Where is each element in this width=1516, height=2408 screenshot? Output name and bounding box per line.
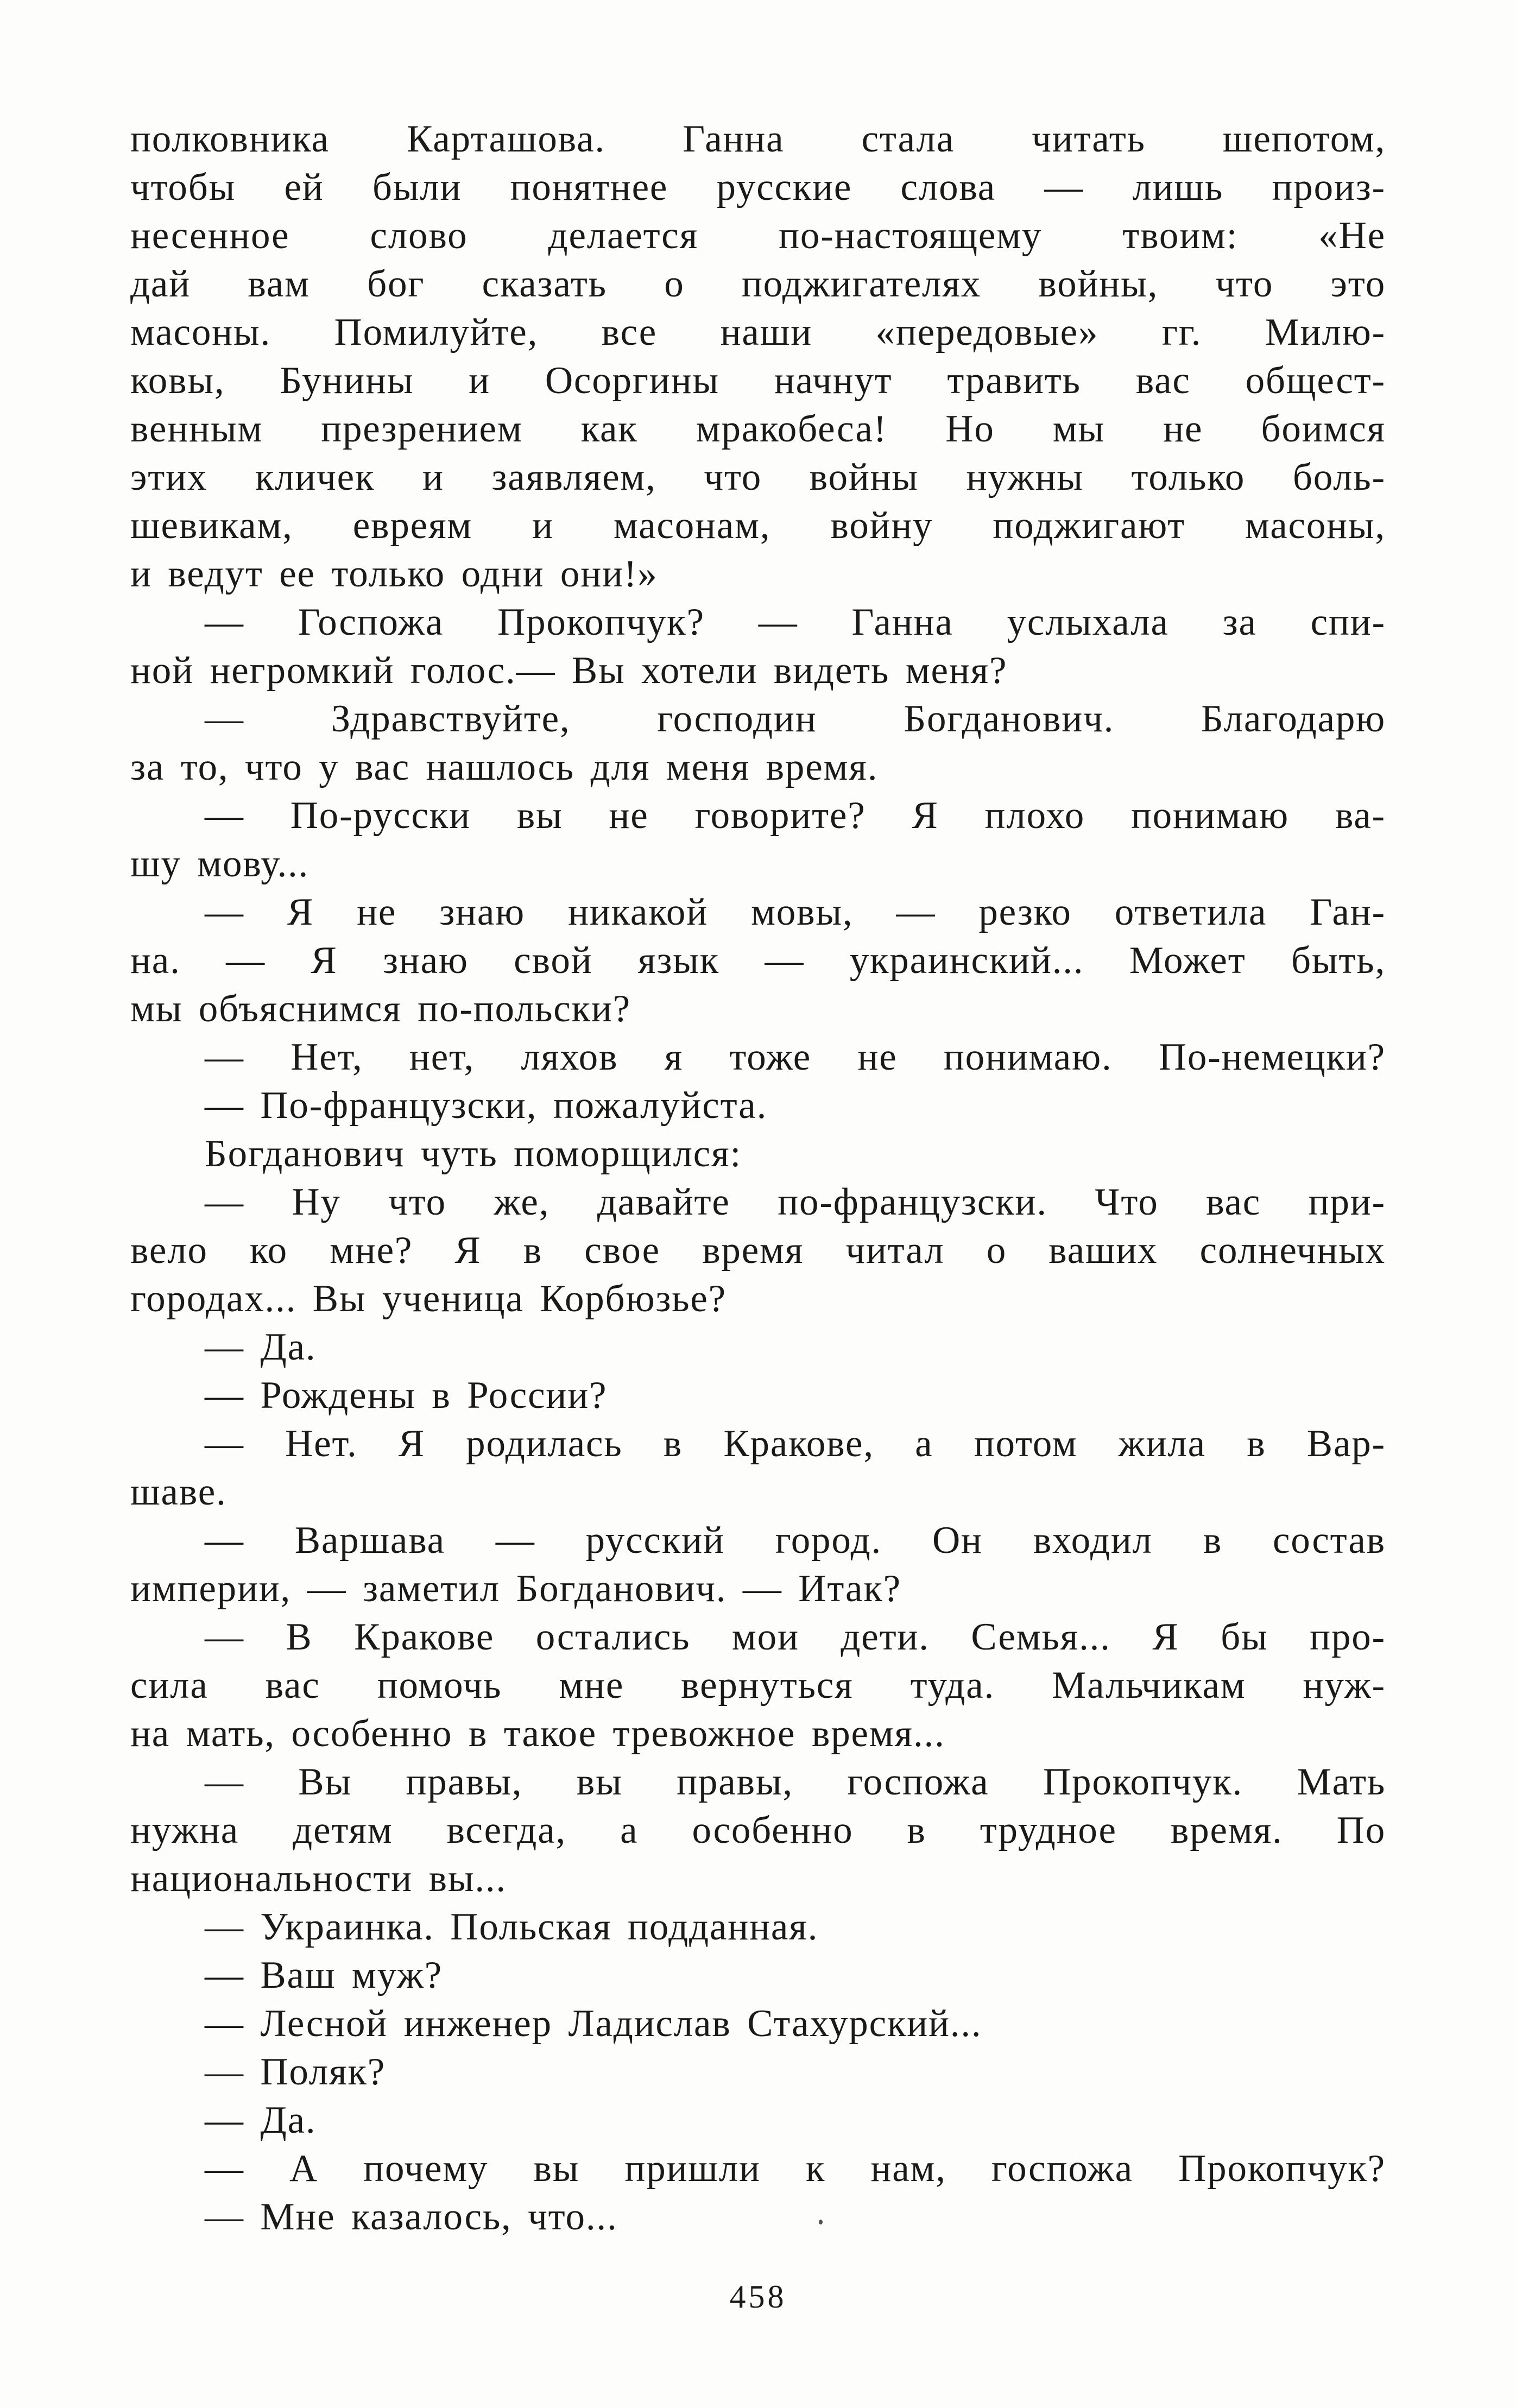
text-line: — Госпожа Прокопчук? — Ганна услыхала за спи- xyxy=(205,601,1386,643)
text-line: — В Кракове остались мои дети. Семья... Я бы про- xyxy=(205,1616,1386,1658)
text-line: нужна детям всегда, а особенно в трудное время. По xyxy=(130,1809,1386,1851)
text-line: этих кличек и заявляем, что войны нужны только боль- xyxy=(130,456,1386,498)
text-line: Богданович чуть поморщился: xyxy=(205,1133,742,1175)
text-line: масоны. Помилуйте, все наши «передовые» гг. Милю- xyxy=(130,311,1386,353)
text-line: шу мову... xyxy=(130,843,309,885)
text-line: на мать, особенно в такое тревожное время... xyxy=(130,1712,945,1755)
text-line: дай вам бог сказать о поджигателях войны, что это xyxy=(130,263,1386,305)
ink-speck xyxy=(819,2220,823,2224)
text-line: городах... Вы ученица Корбюзье? xyxy=(130,1278,727,1320)
text-line: — По-французски, пожалуйста. xyxy=(205,1084,768,1127)
text-line: — Да. xyxy=(205,1326,317,1368)
text-line: — Рождены в России? xyxy=(205,1374,608,1417)
text-line: за то, что у вас нашлось для меня время. xyxy=(130,746,879,788)
text-line: венным презрением как мракобеса! Но мы не боимся xyxy=(130,408,1386,450)
text-line: — Да. xyxy=(205,2099,317,2141)
text-line: на. — Я знаю свой язык — украинский... Может быть, xyxy=(130,939,1386,982)
text-line: — Украинка. Польская подданная. xyxy=(205,1906,819,1948)
text-line: — А почему вы пришли к нам, госпожа Прокопчук? xyxy=(205,2147,1386,2190)
text-line: — Я не знаю никакой мовы, — резко ответила Ган- xyxy=(205,891,1386,933)
text-line: ковы, Бунины и Осоргины начнут травить вас общест- xyxy=(130,359,1386,402)
text-line: национальности вы... xyxy=(130,1857,507,1900)
text-line: полковника Карташова. Ганна стала читать шепотом, xyxy=(130,118,1386,160)
text-line: несенное слово делается по-настоящему твоим: «Не xyxy=(130,214,1386,257)
text-block xyxy=(130,115,1386,2241)
text-line: — Лесной инженер Ладислав Стахурский... xyxy=(205,2002,982,2045)
text-line: шевикам, евреям и масонам, войну поджигают масоны, xyxy=(130,504,1386,547)
text-line: — По-русски вы не говорите? Я плохо понимаю ва- xyxy=(205,794,1386,837)
text-line: вело ко мне? Я в свое время читал о ваших солнечных xyxy=(130,1229,1386,1272)
text-line: — Нет, нет, ляхов я тоже не понимаю. По-немецки? xyxy=(205,1036,1386,1078)
text-line: ной негромкий голос.— Вы хотели видеть меня? xyxy=(130,649,1008,692)
text-line: — Ну что же, давайте по-французски. Что вас при- xyxy=(205,1181,1386,1223)
text-line: чтобы ей были понятнее русские слова — лишь произ- xyxy=(130,166,1386,208)
text-line: — Поляк? xyxy=(205,2051,386,2093)
text-line: — Нет. Я родилась в Кракове, а потом жила в Вар- xyxy=(205,1423,1386,1465)
text-line: сила вас помочь мне вернуться туда. Мальчикам нуж- xyxy=(130,1664,1386,1707)
page-number: 458 xyxy=(729,2279,787,2315)
text-line: мы объяснимся по-польски? xyxy=(130,988,631,1030)
text-line: — Мне казалось, что... xyxy=(205,2196,618,2238)
text-line: шаве. xyxy=(130,1471,227,1513)
text-line: империи, — заметил Богданович. — Итак? xyxy=(130,1568,901,1610)
text-line: — Ваш муж? xyxy=(205,1954,443,1996)
text-line: — Вы правы, вы правы, госпожа Прокопчук. Мать xyxy=(205,1761,1386,1803)
text-line: — Варшава — русский город. Он входил в состав xyxy=(205,1519,1386,1562)
text-line: — Здравствуйте, господин Богданович. Благодарю xyxy=(205,698,1386,740)
text-line: и ведут ее только одни они!» xyxy=(130,553,658,595)
